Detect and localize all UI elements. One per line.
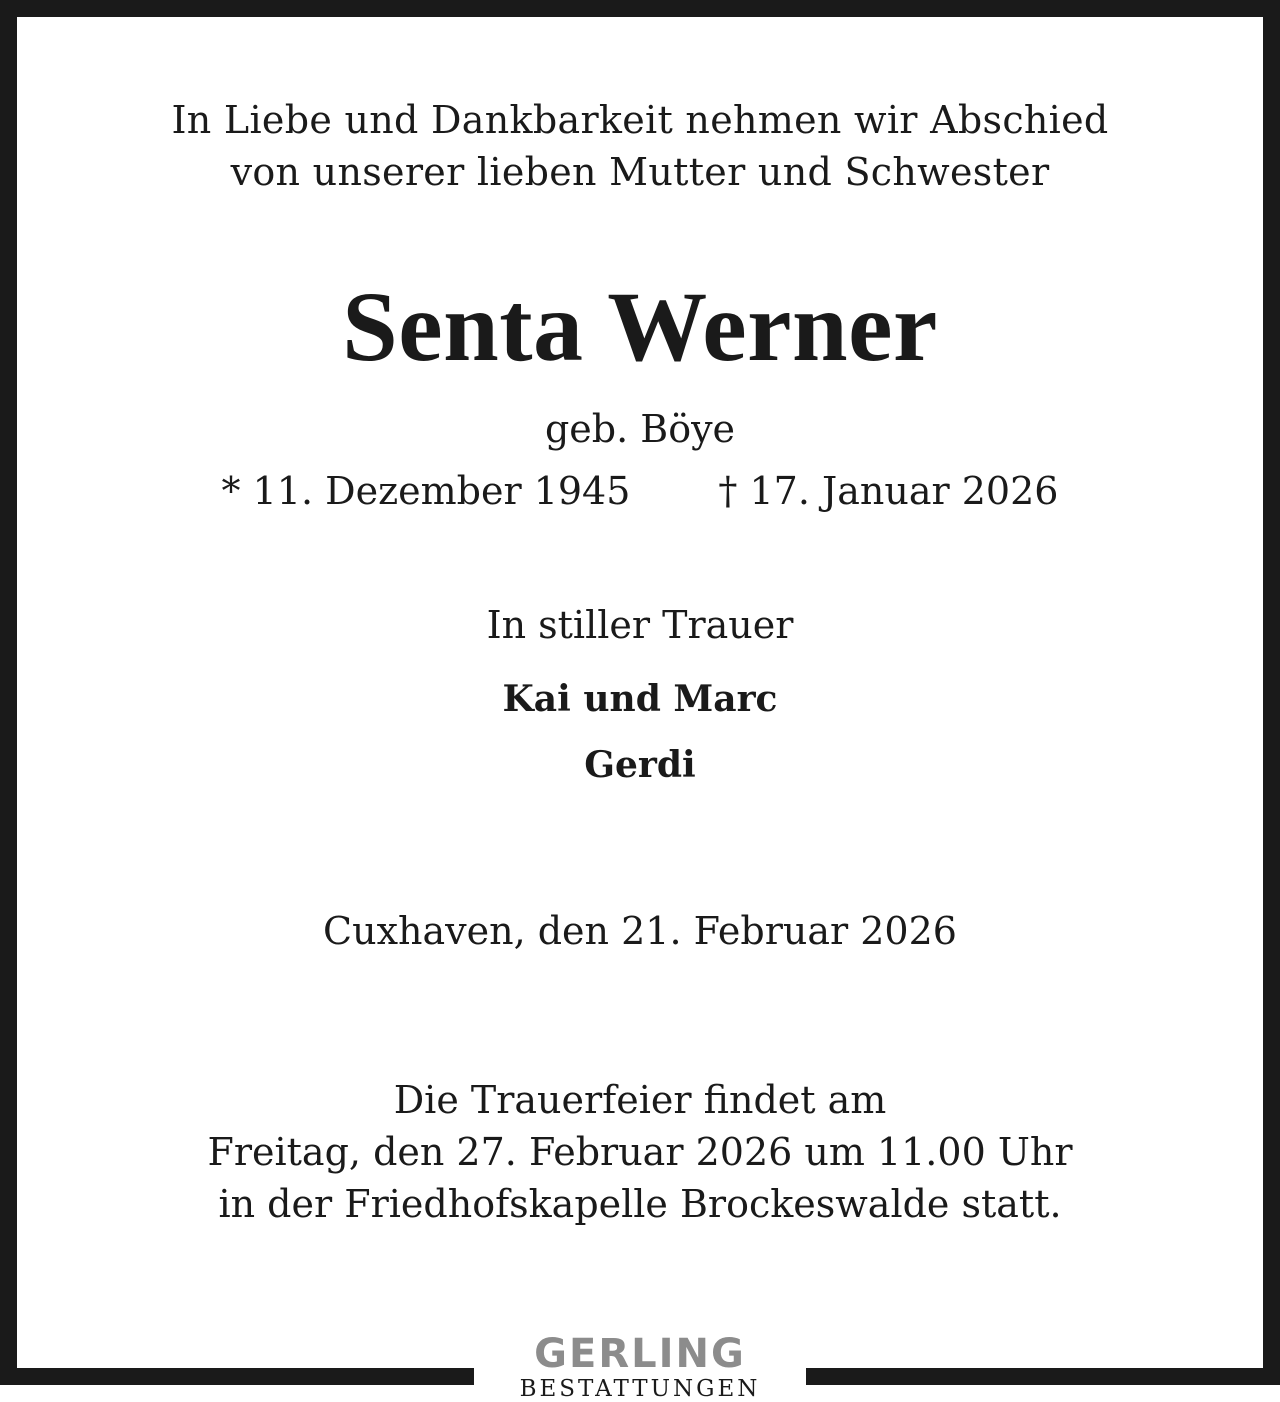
intro-text: [0, 94, 1280, 198]
ceremony-line-3: in der Friedhofskapelle Brockeswalde statt.: [218, 1182, 1062, 1226]
ceremony-line-2: Freitag, den 27. Februar 2026 um 11.00 Uhr: [207, 1130, 1073, 1174]
ceremony-line-1: Die Trauerfeier findet am: [393, 1078, 887, 1122]
birth-date: * 11. Dezember 1945: [221, 469, 631, 513]
ceremony-info: [0, 1074, 1280, 1230]
mourner-1: Kai und Marc: [502, 678, 778, 720]
logo-sub-text: BESTATTUNGEN: [519, 1376, 761, 1402]
frame-bottom-left-border: [0, 1368, 474, 1385]
mourner-2: Gerdi: [584, 744, 696, 786]
death-date: † 17. Januar 2026: [718, 469, 1059, 513]
deceased-name: Senta Werner: [342, 271, 938, 382]
mourning-line: In stiller Trauer: [486, 603, 794, 647]
frame-bottom-right-border: [806, 1368, 1280, 1385]
mourners-list: [0, 666, 1280, 798]
intro-line-2: von unserer lieben Mutter und Schwester: [230, 150, 1050, 194]
place-and-date: Cuxhaven, den 21. Februar 2026: [323, 909, 957, 953]
frame-top-border: [0, 0, 1280, 17]
maiden-name: geb. Böye: [544, 407, 736, 451]
intro-line-1: In Liebe und Dankbarkeit nehmen wir Abschied: [171, 98, 1109, 142]
logo-main-text: GERLING: [534, 1331, 746, 1377]
funeral-home-logo: [474, 1331, 806, 1402]
life-dates: [0, 468, 1280, 514]
